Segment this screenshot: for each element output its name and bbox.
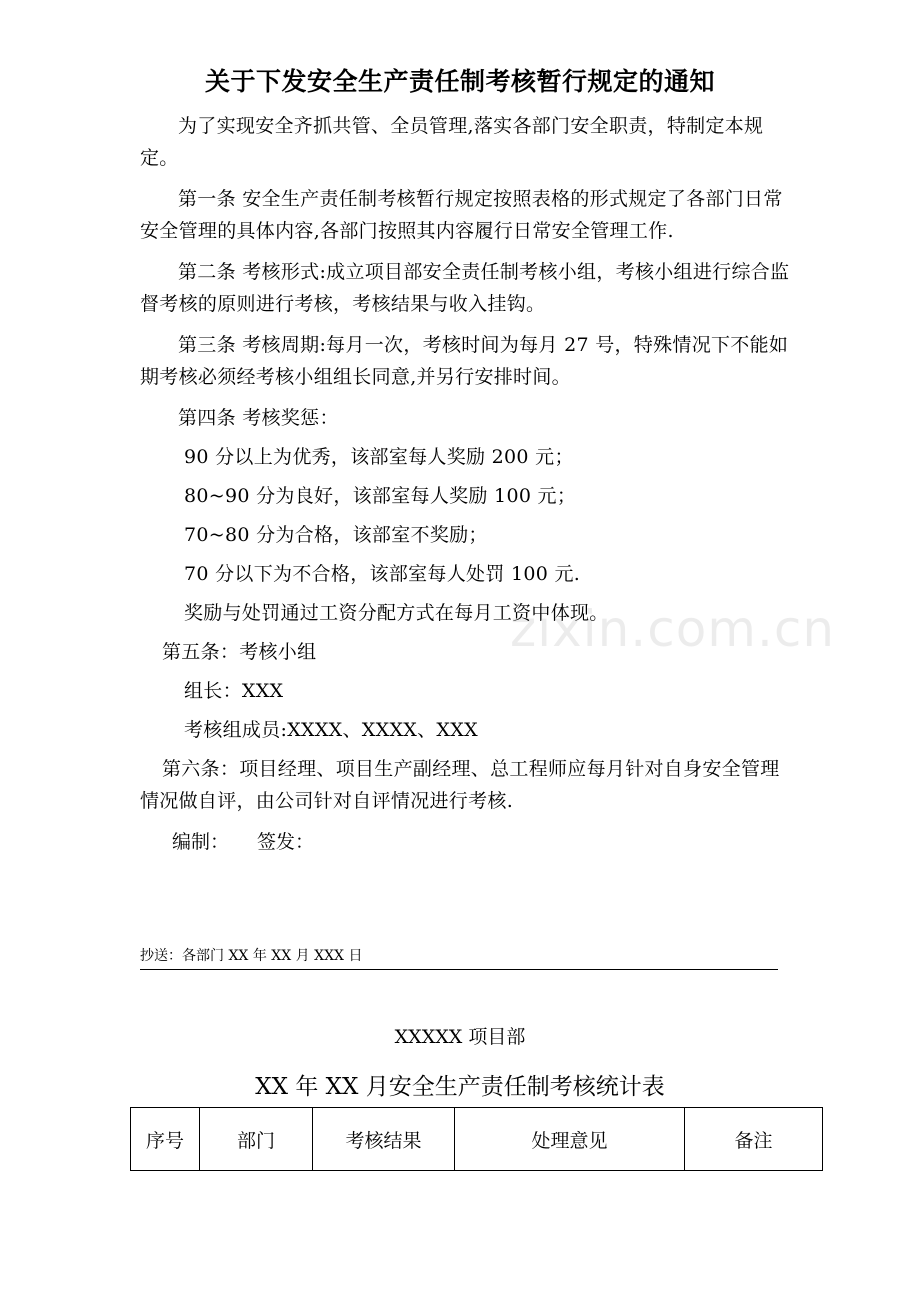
col-header-result: 考核结果: [313, 1108, 455, 1171]
intro-paragraph: 为了实现安全齐抓共管、全员管理,落实各部门安全职责，特制定本规定。: [140, 115, 764, 169]
stat-table: [130, 1107, 823, 1171]
col-header-opinion: 处理意见: [455, 1108, 685, 1171]
group-leader: 组长：XXX: [184, 680, 284, 702]
article-6: 第六条：项目经理、项目生产副经理、总工程师应每月针对自身安全管理情况做自评，由公司针对自评情况进行考核.: [140, 758, 780, 812]
document-title: 关于下发安全生产责任制考核暂行规定的通知: [204, 67, 715, 96]
reward-item: 80~90 分为良好，该部室每人奖励 100 元；: [184, 485, 577, 507]
watermark: zixin.com.cn: [510, 600, 836, 658]
cc-line: 抄送：各部门 XX 年 XX 月 XXX 日: [140, 945, 778, 970]
signature-line: [140, 827, 790, 857]
reward-item: 奖励与处罚通过工资分配方式在每月工资中体现。: [184, 602, 609, 624]
article-1: 第一条 安全生产责任制考核暂行规定按照表格的形式规定了各部门日常安全管理的具体内容,各部门按照其内容履行日常安全管理工作.: [140, 188, 783, 242]
compiled-label: 编制：: [172, 831, 230, 853]
group-members: 考核组成员:XXXX、XXXX、XXX: [184, 719, 478, 741]
table-header-row: [131, 1108, 823, 1171]
col-header-index: 序号: [131, 1108, 200, 1171]
col-header-department: 部门: [200, 1108, 313, 1171]
stat-table-title: XX 年 XX 月安全生产责任制考核统计表: [255, 1074, 665, 1100]
document-body: [140, 110, 790, 857]
article-5-heading: 第五条：考核小组: [162, 641, 317, 663]
article-4-heading: 第四条 考核奖惩：: [178, 407, 339, 429]
article-2: 第二条 考核形式:成立项目部安全责任制考核小组，考核小组进行综合监督考核的原则进行考核，考核结果与收入挂钩。: [140, 261, 790, 315]
reward-item: 70 分以下为不合格，该部室每人处罚 100 元.: [184, 563, 581, 585]
col-header-remarks: 备注: [685, 1108, 823, 1171]
reward-item: 90 分以上为优秀，该部室每人奖励 200 元；: [184, 446, 574, 468]
article-3: 第三条 考核周期:每月一次，考核时间为每月 27 号，特殊情况下不能如期考核必须经考核小组组长同意,并另行安排时间。: [140, 334, 789, 388]
reward-item: 70~80 分为合格，该部室不奖励；: [184, 524, 488, 546]
project-department: XXXXX 项目部: [394, 1026, 526, 1048]
issued-label: 签发：: [257, 831, 315, 853]
